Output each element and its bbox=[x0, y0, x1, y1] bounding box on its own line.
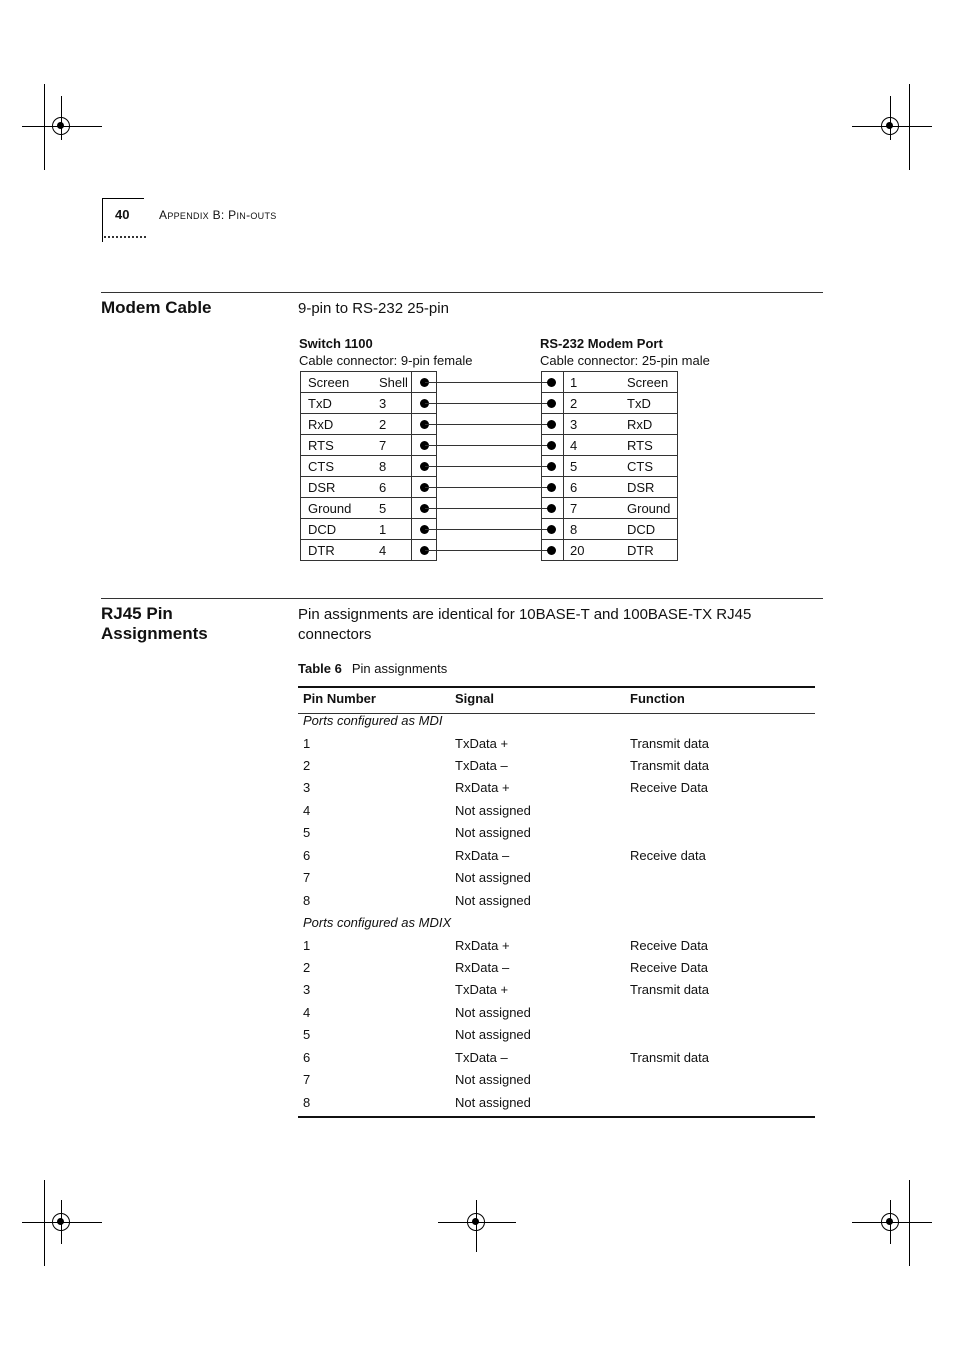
section-heading: RJ45 Pin Assignments bbox=[101, 604, 208, 643]
wire bbox=[425, 403, 552, 404]
left-connector-table bbox=[300, 371, 437, 561]
registration-mark-icon bbox=[467, 1213, 485, 1231]
wire-endpoint-icon bbox=[547, 462, 556, 471]
table-row: DTR 4 bbox=[308, 543, 387, 558]
wire bbox=[425, 382, 552, 383]
wire bbox=[425, 487, 552, 488]
left-connector-title: Switch 1100 bbox=[299, 336, 373, 351]
right-connector-subtitle: Cable connector: 25-pin male bbox=[540, 353, 710, 368]
left-connector-subtitle: Cable connector: 9-pin female bbox=[299, 353, 473, 368]
table-caption: Table 6 Pin assignments bbox=[298, 661, 448, 676]
wire-endpoint-icon bbox=[547, 441, 556, 450]
registration-mark-icon bbox=[881, 117, 899, 135]
table-row: 2 TxD bbox=[542, 393, 677, 414]
section-divider bbox=[101, 598, 823, 599]
wire-endpoint-icon bbox=[547, 483, 556, 492]
wire-endpoint-icon bbox=[547, 399, 556, 408]
wire-endpoint-icon bbox=[547, 525, 556, 534]
table-row: 8 DCD bbox=[542, 519, 677, 540]
wire bbox=[425, 466, 552, 467]
table-row: RTS 7 bbox=[301, 435, 436, 456]
table-row: RxD 2 bbox=[301, 414, 436, 435]
section-intro: Pin assignments are identical for 10BASE-T and 100BASE-TX RJ45 connectors bbox=[298, 606, 752, 643]
wire-endpoint-icon bbox=[547, 504, 556, 513]
right-connector-table bbox=[541, 371, 678, 561]
registration-mark-icon bbox=[52, 1213, 70, 1231]
wire bbox=[425, 424, 552, 425]
table-row: 20 DTR bbox=[570, 543, 654, 558]
table-row: 5 CTS bbox=[542, 456, 677, 477]
table-row: DCD 1 bbox=[301, 519, 436, 540]
table-group-title: Ports configured as MDIX bbox=[303, 915, 452, 930]
wire bbox=[425, 508, 552, 509]
column-header: Signal bbox=[455, 691, 495, 706]
registration-mark-icon bbox=[881, 1213, 899, 1231]
table-row: DSR 6 bbox=[301, 477, 436, 498]
section-intro: 9-pin to RS-232 25-pin bbox=[298, 300, 449, 317]
wire-endpoint-icon bbox=[547, 546, 556, 555]
table-row: 1 Screen bbox=[542, 372, 677, 393]
table-row: Ground 5 bbox=[301, 498, 436, 519]
table-row: 4 RTS bbox=[542, 435, 677, 456]
column-header: Pin Number bbox=[303, 691, 376, 706]
registration-mark-icon bbox=[52, 117, 70, 135]
table-row: 3 RxD bbox=[542, 414, 677, 435]
page-number: 40 bbox=[115, 207, 130, 222]
table-row: CTS 8 bbox=[301, 456, 436, 477]
section-heading: Modem Cable bbox=[101, 298, 212, 317]
running-title: APPENDIX B: PIN-OUTS bbox=[159, 208, 277, 222]
pin-table-top-rule bbox=[298, 686, 815, 688]
column-header: Function bbox=[630, 691, 685, 706]
pin-table-bottom-rule bbox=[298, 1116, 815, 1118]
table-row: Screen Shell bbox=[301, 372, 436, 393]
header-dotted-rule bbox=[104, 230, 146, 238]
wire bbox=[425, 529, 552, 530]
wire-endpoint-icon bbox=[547, 378, 556, 387]
wire-endpoint-icon bbox=[547, 420, 556, 429]
table-row: 6 DSR bbox=[542, 477, 677, 498]
wire bbox=[425, 550, 552, 551]
table-row: 7 Ground bbox=[542, 498, 677, 519]
table-row: TxD 3 bbox=[301, 393, 436, 414]
section-divider bbox=[101, 292, 823, 293]
right-connector-title: RS-232 Modem Port bbox=[540, 336, 663, 351]
wire bbox=[425, 445, 552, 446]
table-group-title: Ports configured as MDI bbox=[303, 713, 443, 728]
